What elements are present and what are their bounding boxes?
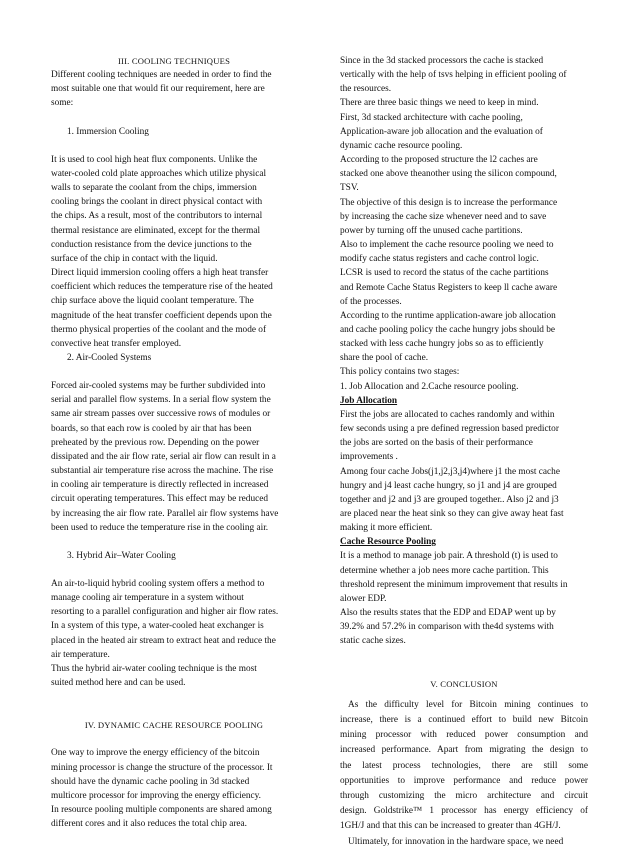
text-line: static cache sizes. <box>340 636 406 647</box>
section-heading-cooling: III. COOLING TECHNIQUES <box>117 56 231 66</box>
text-line: Ultimately, for innovation in the hardware space, we need <box>348 836 564 847</box>
section-heading-conclusion: V. CONCLUSION <box>430 678 498 689</box>
text-line: serial and parallel flow systems. In a serial flow system the <box>51 395 271 406</box>
text-line: opportunities to improve performance and reduce power <box>340 775 588 786</box>
text-line: preheated by the previous row. Depending on the power <box>51 437 260 448</box>
text-line: Forced air-cooled systems may be further subdivided into <box>51 381 266 392</box>
paragraph <box>51 68 297 110</box>
text-line: threshold represent the minimum improvement that results in <box>340 579 568 590</box>
text-line: Thus the hybrid air-water cooling technique is the most <box>51 663 257 674</box>
text-line: water-cooled cold plate approaches which utilize physical <box>51 168 267 179</box>
text-line: design. Goldstrike™ 1 processor has energy efficiency of <box>340 806 588 817</box>
text-line: convective heat transfer employed. <box>51 338 182 349</box>
text-line: The objective of this design is to increase the performance <box>340 197 558 208</box>
text-line: In resource pooling multiple components are shared among <box>51 805 272 816</box>
right-column <box>340 54 588 850</box>
text-line: One way to improve the energy efficiency of the bitcoin <box>51 748 260 759</box>
text-line: circuit operating temperatures. This effect may be reduced <box>51 494 269 505</box>
text-line: making it more efficient. <box>340 523 433 534</box>
text-line: 39.2% and 57.2% in comparison with the4d systems with <box>340 622 554 633</box>
text-line: coefficient which reduces the temperature rise of the heated <box>51 282 273 293</box>
paragraph <box>51 379 297 535</box>
text-line: conduction resistance from the device junctions to the <box>51 239 252 250</box>
text-line: air temperature. <box>51 649 110 660</box>
text-line: vertically with the help of tsvs helping in efficient pooling of <box>340 70 567 81</box>
text-line: Different cooling techniques are needed in order to find the <box>51 70 272 81</box>
text-line: same air stream passes over successive rows of modules or <box>51 409 271 420</box>
text-line: surface of the chip in contact with the liquid. <box>51 253 218 264</box>
text-line: 1GH/J and that this can be increased to greater than 4GH/J. <box>340 821 561 832</box>
conclusion-paragraph <box>340 698 588 850</box>
left-column <box>51 54 297 831</box>
text-line: are placed near the heat sink so they can give away heat fast <box>340 509 564 519</box>
text-line: thermal resistance are eliminated, except for the thermal <box>51 225 261 236</box>
subheading-immersion: 1. Immersion Cooling <box>67 126 149 137</box>
text-line: the chips. As a result, most of the contributors to internal <box>51 211 263 222</box>
text-line: placed in the heated air stream to extract heat and reduce the <box>51 635 276 646</box>
subheading-hybrid: 3. Hybrid Air–Water Cooling <box>67 550 176 561</box>
text-line: the jobs are sorted on the basis of their performance <box>340 438 533 449</box>
text-line: suited method here and can be used. <box>51 678 186 689</box>
text-line: increased performance. Apart from migrating the design to <box>340 745 588 756</box>
text-line: It is used to cool high heat flux components. Unlike the <box>51 154 258 165</box>
text-line: should have the dynamic cache pooling in 3d stacked <box>51 776 250 787</box>
text-line: modify cache status registers and cache control logic. <box>340 254 539 265</box>
text-line: This policy contains two stages: <box>340 367 460 378</box>
text-line: share the pool of cache. <box>340 353 429 364</box>
text-line: dissipated and the air flow rate, serial air flow can result in a <box>51 451 276 462</box>
text-line: of the processes. <box>340 296 402 307</box>
text-line: hungry and j4 least cache hungry, so j1 and j4 are grouped <box>340 480 557 491</box>
text-line: thermo physical properties of the coolant and the mode of <box>51 324 267 335</box>
text-line: multicore processor for improving the energy efficiency. <box>51 790 261 801</box>
text-line: and Remote Cache Status Registers to keep ll cache aware <box>340 282 558 293</box>
text-line: In a system of this type, a water-cooled heat exchanger is <box>51 621 264 632</box>
text-line: Since in the 3d stacked processors the cache is stacked <box>340 56 544 66</box>
text-line: substantial air temperature rise across the machine. The rise <box>51 466 274 477</box>
text-line: Application-aware job allocation and the evaluation of <box>340 126 543 137</box>
paragraph <box>340 408 588 535</box>
text-line: According to the proposed structure the l2 caches are <box>340 155 538 166</box>
text-line: and cache pooling policy the cache hungry jobs should be <box>340 324 556 335</box>
text-line: few seconds using a pre defined regression based predictor <box>340 424 559 435</box>
text-line: chip surface above the liquid coolant temperature. The <box>51 296 254 307</box>
text-line: mining processor with reduced power consumption and <box>340 730 588 741</box>
text-line: the resources. <box>340 84 392 95</box>
text-line: determine whether a job nees more cache partition. This <box>340 565 549 576</box>
paragraph <box>51 577 297 690</box>
text-line: 1. Job Allocation and 2.Cache resource pooling. <box>340 381 519 392</box>
text-line: boards, so that each row is cooled by air that has been <box>51 423 252 434</box>
text-line: manage cooling air temperature in a system without <box>51 593 244 604</box>
section-heading-cache-pooling: IV. DYNAMIC CACHE RESOURCE POOLING <box>84 720 264 731</box>
subheading-air-cooled: 2. Air-Cooled Systems <box>67 352 152 363</box>
text-line: It is a method to manage job pair. A threshold (t) is used to <box>340 551 558 562</box>
text-line: TSV. <box>340 183 359 194</box>
text-line: stacked one above theanother using the silicon compound, <box>340 169 557 180</box>
text-line: walls to separate the coolant from the chips, immersion <box>51 183 257 194</box>
text-line: some: <box>51 98 74 109</box>
subheading-cache-resource-pooling: Cache Resource Pooling <box>340 537 436 548</box>
paragraph <box>340 54 588 394</box>
text-line: increase, there is a continued effort to build new Bitcoin <box>340 714 588 725</box>
text-line: First, 3d stacked architecture with cache pooling, <box>340 112 523 123</box>
text-line: As the difficulty level for Bitcoin mining continues to <box>348 699 588 710</box>
text-line: mining processor is change the structure of the processor. It <box>51 762 273 773</box>
text-line: Also the results states that the EDP and EDAP went up by <box>340 608 556 619</box>
text-line: There are three basic things we need to keep in mind. <box>340 98 539 109</box>
text-line: power by turning off the unused cache partitions. <box>340 225 523 236</box>
text-line: different cores and it also reduces the total chip area. <box>51 819 248 830</box>
text-line: According to the runtime application-aware job allocation <box>340 310 556 321</box>
subheading-job-allocation: Job Allocation <box>340 395 398 406</box>
text-line: Direct liquid immersion cooling offers a high heat transfer <box>51 268 269 279</box>
text-line: in cooling air temperature is directly reflected in increased <box>51 480 269 491</box>
text-line: stacked with less cache hungry jobs so as to efficiently <box>340 339 544 350</box>
paragraph <box>340 549 588 648</box>
text-line: through customizing the micro architecture and circuit <box>340 790 588 801</box>
text-line: the latest process technologies, there are still some <box>340 760 588 771</box>
text-line: Also to implement the cache resource pooling we need to <box>340 240 554 251</box>
text-line: most suitable one that would fit our requirement, here are <box>51 84 265 95</box>
text-line: Among four cache Jobs(j1,j2,j3,j4)where j1 the most cache <box>340 466 560 477</box>
paragraph <box>51 746 297 831</box>
text-line: by increasing the cache size whenever need and to save <box>340 211 547 222</box>
text-line: First the jobs are allocated to caches randomly and within <box>340 409 555 420</box>
paragraph <box>51 153 297 351</box>
text-line: LCSR is used to record the status of the cache partitions <box>340 268 549 279</box>
text-line: improvements . <box>340 452 398 463</box>
text-line: together and j2 and j3 are grouped together.. Also j2 and j3 <box>340 494 559 505</box>
text-line: alower EDP. <box>340 593 387 604</box>
text-line: resorting to a parallel configuration and higher air flow rates. <box>51 607 279 618</box>
text-line: cooling brings the coolant in direct physical contact with <box>51 197 263 208</box>
text-line: by increasing the air flow rate. Parallel air flow systems have <box>51 508 279 519</box>
text-line: magnitude of the heat transfer coefficient depends upon the <box>51 310 272 321</box>
text-line: dynamic cache resource pooling. <box>340 140 463 151</box>
text-line: An air-to-liquid hybrid cooling system offers a method to <box>51 579 265 589</box>
text-line: been used to reduce the temperature rise in the cooling air. <box>51 522 269 533</box>
